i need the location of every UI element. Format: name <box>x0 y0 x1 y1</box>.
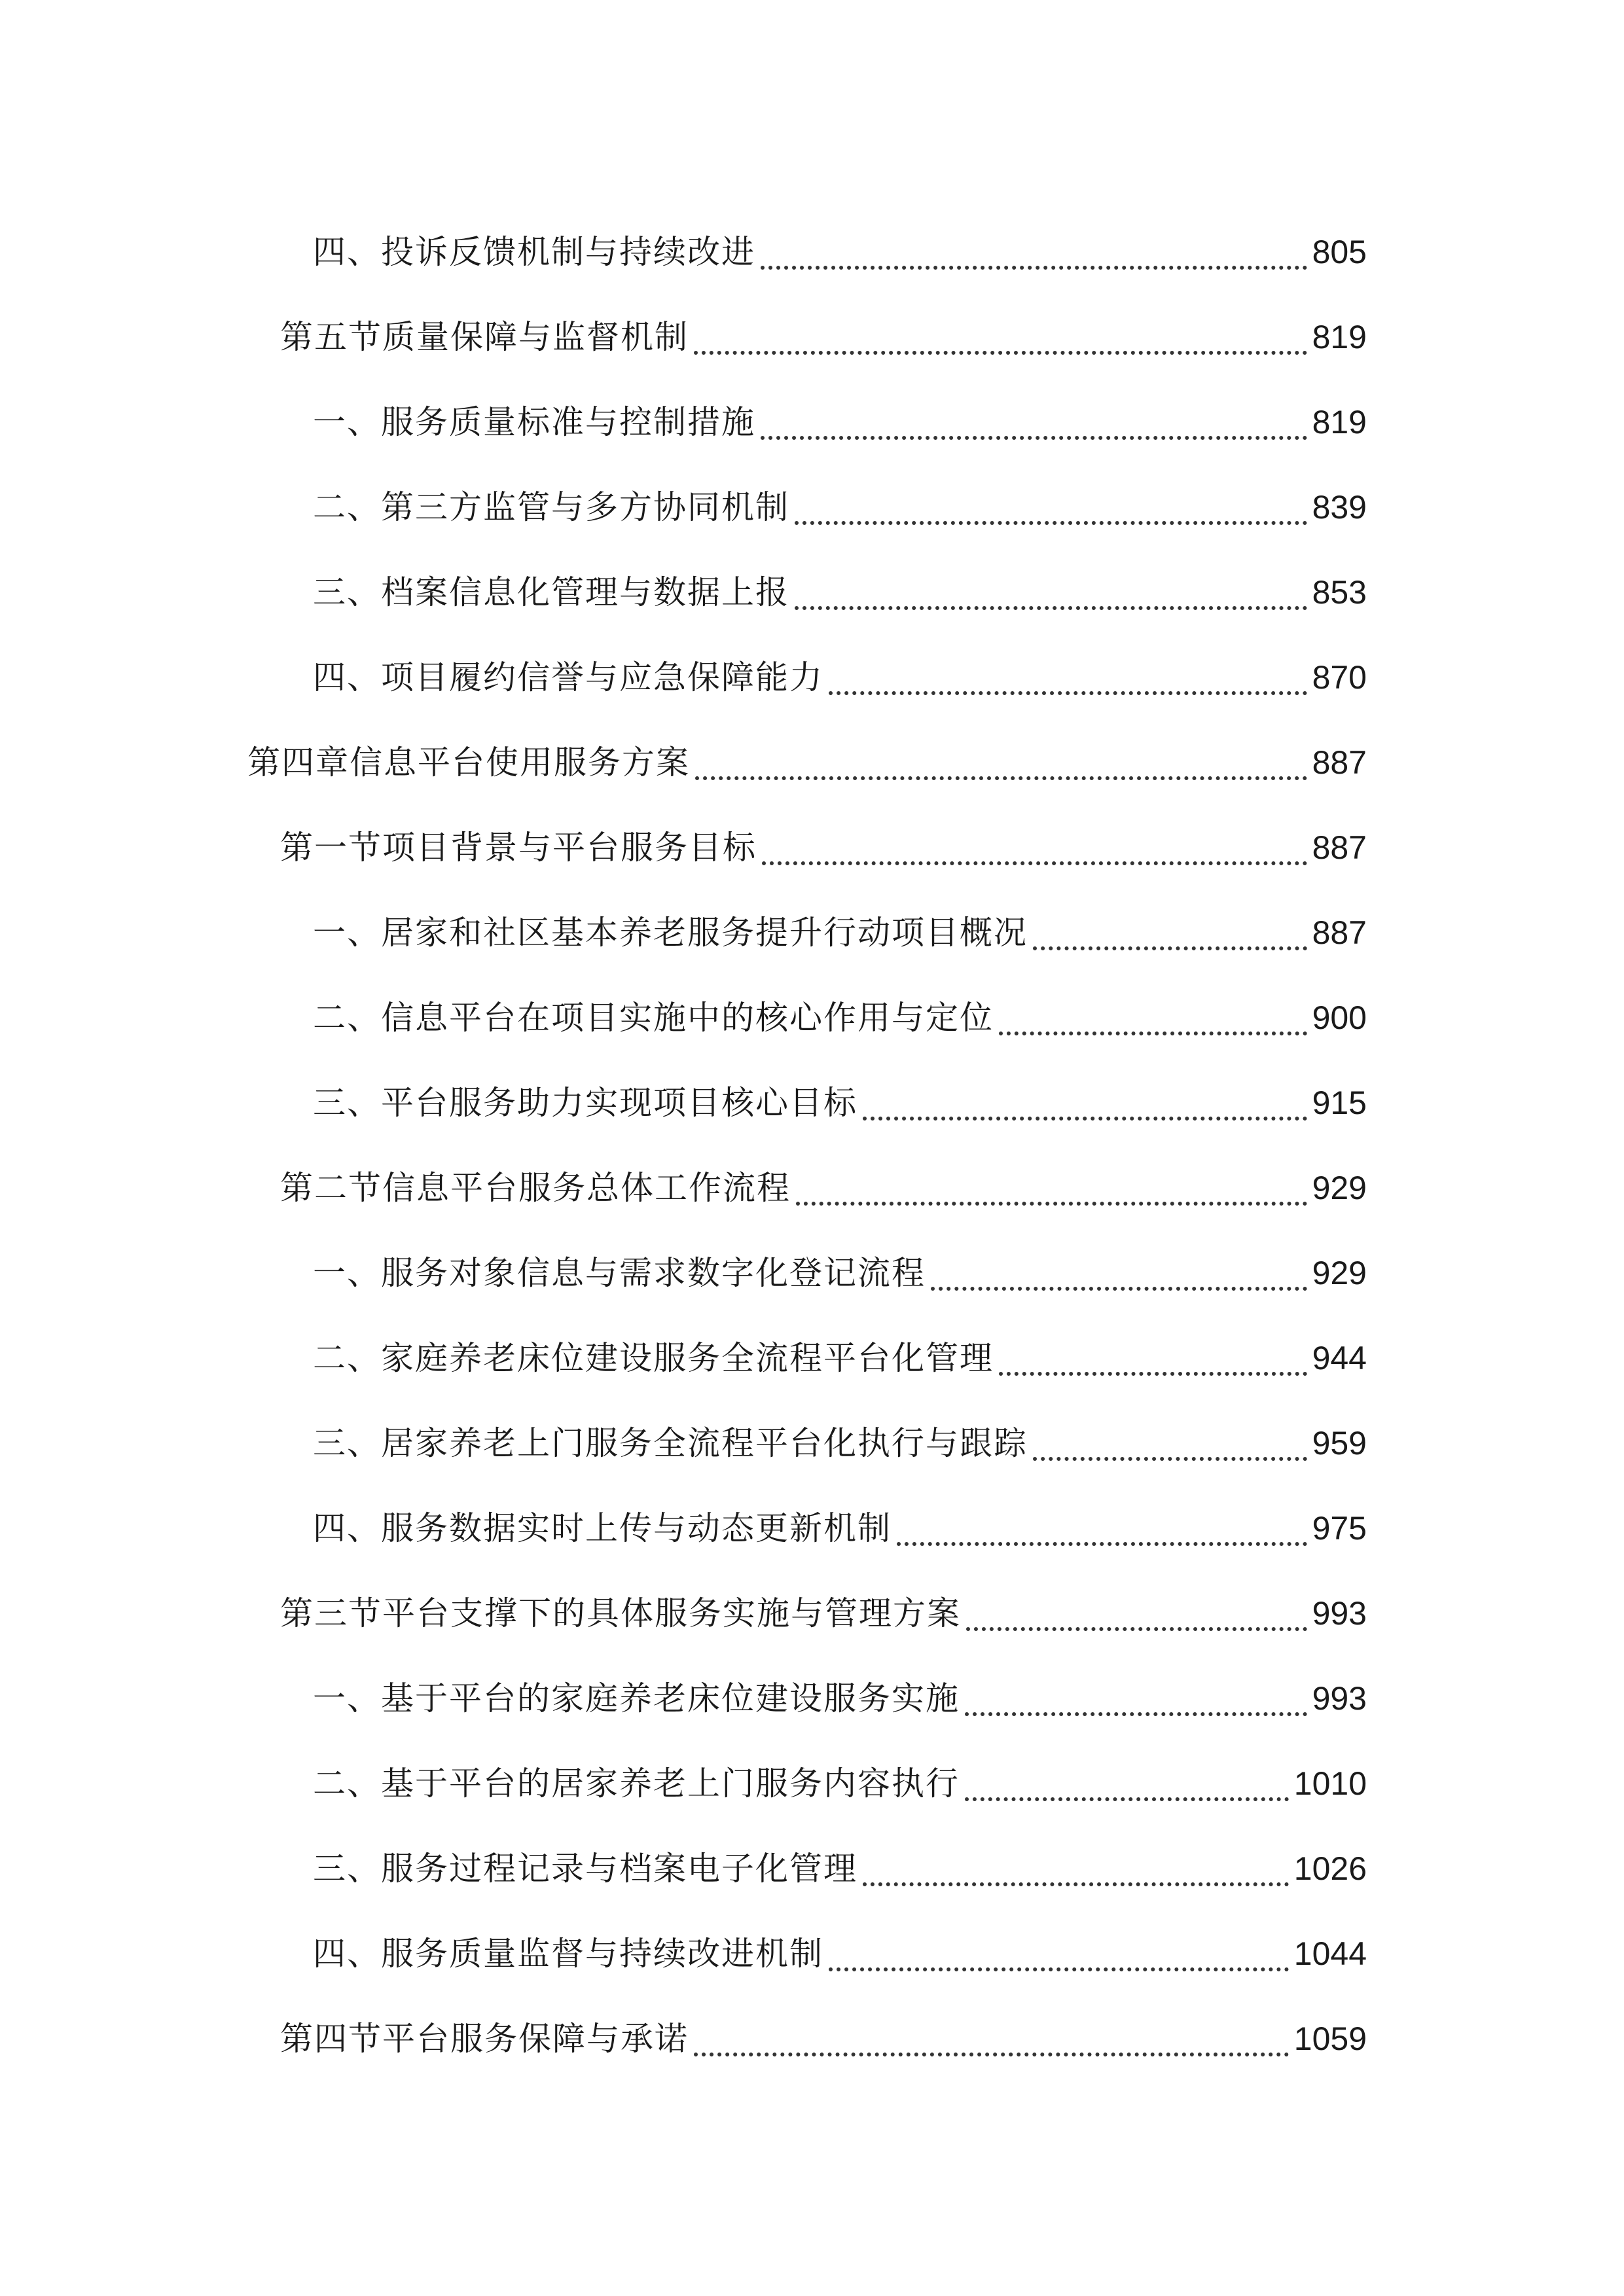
toc-entry-title: 第二节信息平台服务总体工作流程 <box>280 1169 791 1207</box>
toc-entry[interactable] <box>0 1996 1624 2081</box>
toc-entry-title: 二、信息平台在项目实施中的核心作用与定位 <box>313 999 994 1037</box>
toc-entry-page: 993 <box>1312 1680 1367 1717</box>
toc-entry[interactable] <box>0 720 1624 805</box>
toc-entry-title: 四、投诉反馈机制与持续改进 <box>313 233 755 271</box>
toc-entry[interactable] <box>0 890 1624 975</box>
toc-entry[interactable] <box>0 805 1624 890</box>
toc-entry-title: 四、服务数据实时上传与动态更新机制 <box>313 1509 892 1547</box>
toc-entry[interactable] <box>0 1656 1624 1741</box>
toc-dot-leader <box>829 691 1307 695</box>
toc-entry-title: 第五节质量保障与监督机制 <box>280 318 689 356</box>
toc-entry-page: 1044 <box>1293 1935 1367 1972</box>
toc-dot-leader <box>965 1797 1289 1801</box>
toc-entry-page: 887 <box>1312 744 1367 781</box>
toc-entry[interactable] <box>0 295 1624 380</box>
toc-dot-leader <box>694 351 1307 355</box>
toc-entry-title: 四、项目履约信誉与应急保障能力 <box>313 658 823 696</box>
toc-entry-page: 929 <box>1312 1255 1367 1291</box>
toc-entry[interactable] <box>0 1911 1624 1996</box>
toc-entry-page: 839 <box>1312 489 1367 526</box>
toc-dot-leader <box>966 1627 1307 1631</box>
toc-dot-leader <box>694 2053 1289 2056</box>
toc-entry-page: 993 <box>1312 1595 1367 1632</box>
toc-entry-title: 第四章信息平台使用服务方案 <box>247 744 690 781</box>
toc-entry[interactable] <box>0 1401 1624 1486</box>
toc-dot-leader <box>695 776 1307 780</box>
toc-entry[interactable] <box>0 1316 1624 1401</box>
toc-entry-title: 第一节项目背景与平台服务目标 <box>280 829 757 867</box>
toc-entry-page: 805 <box>1312 234 1367 270</box>
toc-dot-leader <box>999 1372 1307 1376</box>
toc-entry-page: 1026 <box>1293 1850 1367 1887</box>
toc-entry-title: 第三节平台支撑下的具体服务实施与管理方案 <box>280 1594 961 1632</box>
toc-entry-title: 三、居家养老上门服务全流程平台化执行与跟踪 <box>313 1424 1028 1462</box>
toc-entry-page: 915 <box>1312 1085 1367 1121</box>
toc-entry-page: 870 <box>1312 659 1367 696</box>
toc-entry-page: 959 <box>1312 1425 1367 1462</box>
toc-entry-title: 第四节平台服务保障与承诺 <box>280 2020 689 2058</box>
toc-entry-title: 二、基于平台的居家养老上门服务内容执行 <box>313 1765 960 1803</box>
toc-dot-leader <box>1033 946 1307 950</box>
toc-entry-title: 三、档案信息化管理与数据上报 <box>313 573 789 611</box>
toc-entry[interactable] <box>0 975 1624 1060</box>
toc-dot-leader <box>1033 1457 1307 1461</box>
toc-entry-title: 三、服务过程记录与档案电子化管理 <box>313 1850 857 1888</box>
toc-dot-leader <box>796 1202 1307 1206</box>
table-of-contents <box>0 209 1624 2081</box>
toc-dot-leader <box>863 1882 1289 1886</box>
toc-entry-page: 900 <box>1312 999 1367 1036</box>
toc-entry[interactable] <box>0 209 1624 295</box>
toc-entry-page: 1059 <box>1293 2020 1367 2057</box>
toc-dot-leader <box>761 436 1307 440</box>
toc-entry-title: 一、基于平台的家庭养老床位建设服务实施 <box>313 1679 960 1717</box>
toc-entry-page: 929 <box>1312 1170 1367 1206</box>
toc-entry-title: 四、服务质量监督与持续改进机制 <box>313 1935 823 1973</box>
toc-entry-page: 887 <box>1312 829 1367 866</box>
toc-entry[interactable] <box>0 1571 1624 1656</box>
toc-entry-title: 一、居家和社区基本养老服务提升行动项目概况 <box>313 914 1028 952</box>
toc-dot-leader <box>795 521 1307 525</box>
toc-entry-title: 一、服务质量标准与控制措施 <box>313 403 755 441</box>
toc-entry[interactable] <box>0 465 1624 550</box>
toc-entry-title: 二、家庭养老床位建设服务全流程平台化管理 <box>313 1339 994 1377</box>
toc-dot-leader <box>931 1287 1307 1291</box>
toc-entry-page: 853 <box>1312 574 1367 611</box>
toc-entry[interactable] <box>0 1145 1624 1230</box>
toc-dot-leader <box>795 606 1307 610</box>
toc-entry-page: 944 <box>1312 1340 1367 1376</box>
toc-entry[interactable] <box>0 1741 1624 1826</box>
toc-dot-leader <box>965 1712 1307 1716</box>
toc-entry-title: 二、第三方监管与多方协同机制 <box>313 488 789 526</box>
toc-entry[interactable] <box>0 635 1624 720</box>
toc-entry-page: 819 <box>1312 319 1367 355</box>
toc-entry-title: 一、服务对象信息与需求数字化登记流程 <box>313 1254 926 1292</box>
toc-entry-page: 887 <box>1312 914 1367 951</box>
toc-entry-page: 819 <box>1312 404 1367 440</box>
toc-dot-leader <box>829 1967 1289 1971</box>
toc-entry[interactable] <box>0 1486 1624 1571</box>
toc-entry[interactable] <box>0 380 1624 465</box>
toc-entry-page: 1010 <box>1293 1765 1367 1802</box>
toc-entry-page: 975 <box>1312 1510 1367 1547</box>
toc-entry-title: 三、平台服务助力实现项目核心目标 <box>313 1084 857 1122</box>
toc-dot-leader <box>897 1542 1307 1546</box>
toc-entry[interactable] <box>0 550 1624 635</box>
toc-dot-leader <box>863 1117 1307 1121</box>
toc-entry[interactable] <box>0 1060 1624 1145</box>
toc-entry[interactable] <box>0 1826 1624 1911</box>
toc-dot-leader <box>761 266 1307 270</box>
toc-entry[interactable] <box>0 1230 1624 1316</box>
toc-dot-leader <box>762 861 1307 865</box>
toc-dot-leader <box>999 1031 1307 1035</box>
